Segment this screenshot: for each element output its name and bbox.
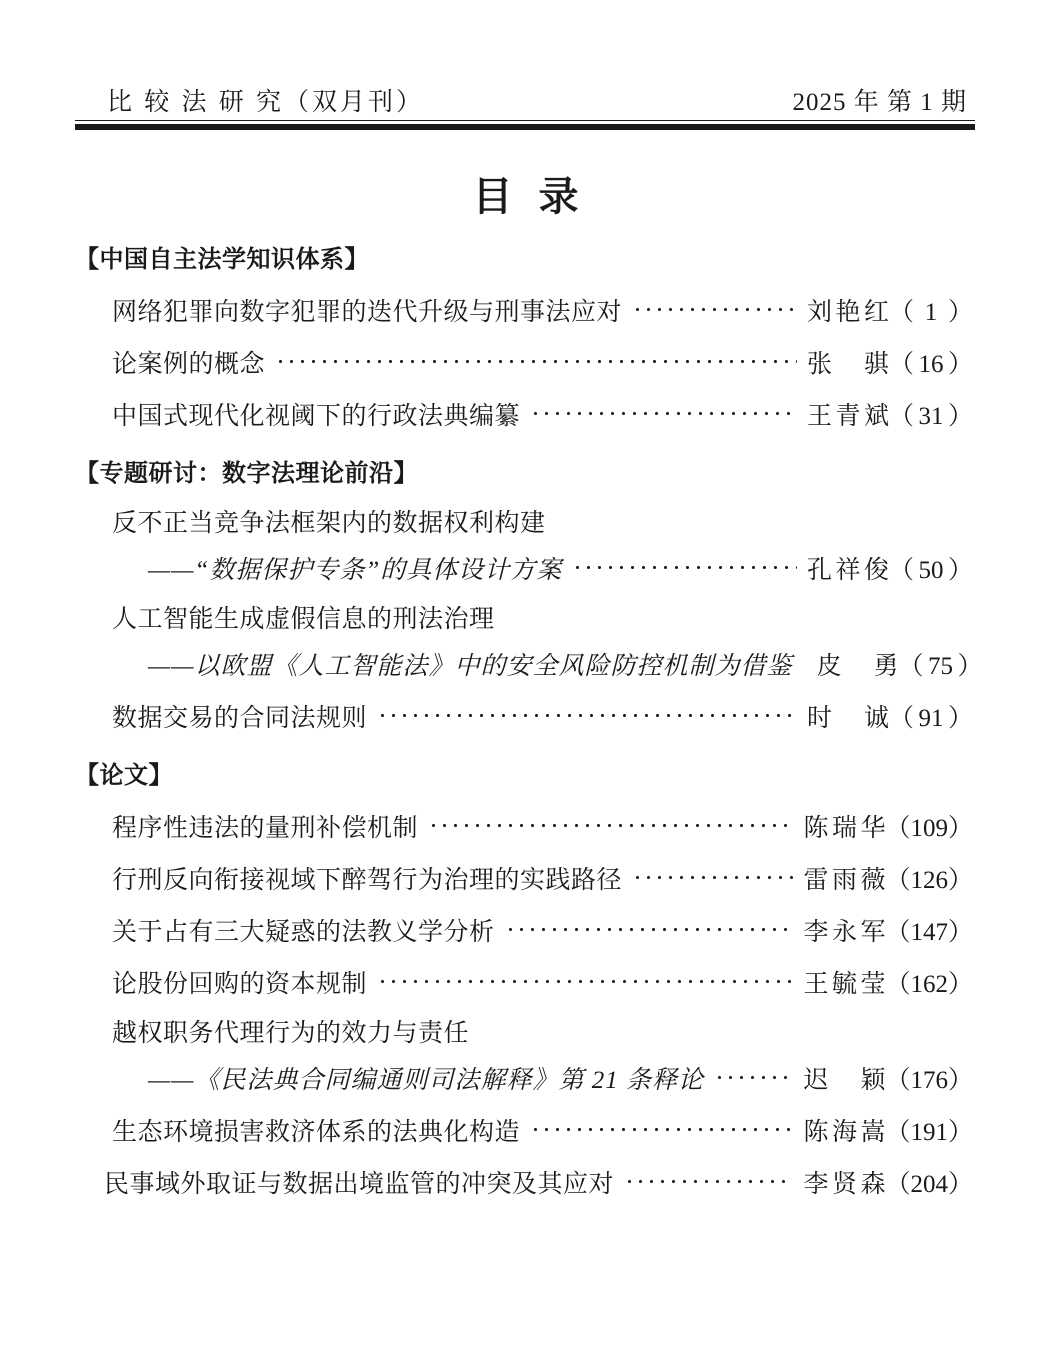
toc-entry[interactable] <box>148 648 983 683</box>
entry-tail <box>803 1117 973 1149</box>
entry-title: 民事域外取证与数据出境监管的冲突及其应对 <box>104 1171 615 1198</box>
entry-title: 中国式现代化视阈下的行政法典编纂 <box>112 403 521 430</box>
section-spacer <box>0 433 1051 457</box>
entry-title: 程序性违法的量刑补偿机制 <box>112 815 419 842</box>
table-of-contents <box>0 243 1051 1201</box>
entry-author: 皮 勇 <box>816 653 899 680</box>
entry-tail <box>807 401 973 433</box>
page-number-value: 91 <box>918 705 944 732</box>
dot-leader <box>509 914 794 940</box>
dot-leader <box>534 398 797 424</box>
entry-author: 陈瑞华 <box>803 815 886 842</box>
toc-entry[interactable] <box>112 398 973 433</box>
entry-spacer <box>0 1050 1051 1062</box>
toc-entry[interactable] <box>148 1062 973 1097</box>
entry-title: ——“数据保护专条”的具体设计方案 <box>148 557 563 584</box>
entry-title: 关于占有三大疑惑的法教义学分析 <box>112 919 495 946</box>
page-number-value: 176 <box>910 1067 948 1094</box>
entry-tail <box>803 1065 973 1097</box>
entry-spacer <box>0 897 1051 914</box>
toc-entry[interactable] <box>104 1166 973 1201</box>
entry-page-number: （109） <box>885 813 973 845</box>
entry-tail <box>803 813 973 845</box>
entry-tail <box>803 917 973 949</box>
page-number-value: 147 <box>910 919 948 946</box>
entry-author: 孔祥俊 <box>806 557 889 584</box>
entry-title: 反不正当竞争法框架内的数据权利构建 <box>112 510 546 537</box>
dot-leader <box>718 1062 794 1088</box>
entry-page-number: （204） <box>885 1169 973 1201</box>
entry-page-number: （ 91 ） <box>889 703 973 735</box>
dot-leader <box>576 552 797 578</box>
entry-page-number: （162） <box>885 969 973 1001</box>
entry-tail <box>803 1169 973 1201</box>
entry-tail <box>807 555 973 587</box>
page-number-value: 50 <box>918 557 944 584</box>
entry-spacer <box>0 793 1051 810</box>
dot-leader <box>381 700 797 726</box>
entry-spacer <box>0 1149 1051 1166</box>
entry-title: 论股份回购的资本规制 <box>112 971 368 998</box>
entry-tail <box>803 969 973 1001</box>
entry-author: 张 骐 <box>806 351 889 378</box>
page-number-value: 191 <box>910 1119 948 1146</box>
toc-entry[interactable] <box>112 346 973 381</box>
toc-entry[interactable] <box>112 508 973 540</box>
entry-page-number: （ 75 ） <box>898 651 982 683</box>
entry-page-number: （126） <box>885 865 973 897</box>
page-number-value: 109 <box>910 815 948 842</box>
entry-title: 数据交易的合同法规则 <box>112 705 368 732</box>
header-rule-thin <box>75 120 975 121</box>
page-number-value: 1 <box>924 299 938 326</box>
dot-leader <box>279 346 797 372</box>
page-number-value: 126 <box>910 867 948 894</box>
entry-page-number: （147） <box>885 917 973 949</box>
section-spacer <box>0 735 1051 759</box>
entry-author: 时 诚 <box>806 705 889 732</box>
dot-leader <box>636 294 797 320</box>
entry-tail <box>816 651 982 683</box>
entry-spacer <box>0 540 1051 552</box>
page-title: 目录 <box>472 175 605 219</box>
entry-spacer <box>0 587 1051 604</box>
entry-author: 刘艳红 <box>806 299 889 326</box>
dot-leader <box>534 1114 793 1140</box>
entry-page-number: （ 50 ） <box>889 555 973 587</box>
journal-name: 比 较 法 研 究（双月刊） <box>107 89 425 116</box>
entry-spacer <box>0 636 1051 648</box>
header-rule-thick <box>75 124 975 130</box>
page-number-value: 16 <box>918 351 944 378</box>
entry-author: 李贤森 <box>803 1171 886 1198</box>
entry-title: 网络犯罪向数字犯罪的迭代升级与刑事法应对 <box>112 299 623 326</box>
running-head <box>75 82 975 122</box>
section-heading: 【中国自主法学知识体系】 <box>75 246 369 273</box>
entry-page-number: （191） <box>885 1117 973 1149</box>
page-number-value: 75 <box>927 653 953 680</box>
toc-entry[interactable] <box>112 810 973 845</box>
page-number-value: 31 <box>918 403 944 430</box>
toc-entry[interactable] <box>112 700 973 735</box>
entry-tail <box>807 703 973 735</box>
entry-title: ——《民法典合同编通则司法解释》第 21 条释论 <box>148 1067 704 1094</box>
toc-entry[interactable] <box>112 914 973 949</box>
entry-spacer <box>0 329 1051 346</box>
entry-page-number: （ 16 ） <box>889 349 973 381</box>
entry-spacer <box>0 1001 1051 1018</box>
entry-spacer <box>0 277 1051 294</box>
entry-tail <box>807 297 973 329</box>
entry-tail <box>807 349 973 381</box>
entry-spacer <box>0 949 1051 966</box>
page-number-value: 162 <box>910 971 948 998</box>
entry-title: 越权职务代理行为的效力与责任 <box>112 1020 470 1047</box>
entry-page-number: （ 1 ） <box>889 297 973 329</box>
entry-tail <box>803 865 973 897</box>
entry-title: 行刑反向衔接视域下醉驾行为治理的实践路径 <box>112 867 623 894</box>
entry-author: 雷雨薇 <box>803 867 886 894</box>
entry-spacer <box>0 491 1051 508</box>
entry-title: 人工智能生成虚假信息的刑法治理 <box>112 606 495 633</box>
dot-leader <box>636 862 793 888</box>
toc-entry[interactable] <box>112 862 973 897</box>
toc-entry[interactable] <box>112 604 973 636</box>
entry-page-number: （ 31 ） <box>889 401 973 433</box>
entry-spacer <box>0 1097 1051 1114</box>
page-number-value: 204 <box>910 1171 948 1198</box>
entry-title: 论案例的概念 <box>112 351 266 378</box>
dot-leader <box>432 810 793 836</box>
entry-spacer <box>0 845 1051 862</box>
entry-author: 陈海嵩 <box>803 1119 886 1146</box>
dot-leader <box>628 1166 793 1192</box>
toc-entry[interactable] <box>112 1114 973 1149</box>
entry-spacer <box>0 381 1051 398</box>
entry-page-number: （176） <box>885 1065 973 1097</box>
toc-entry[interactable] <box>148 552 973 587</box>
section-heading: 【专题研讨：数字法理论前沿】 <box>75 460 418 487</box>
entry-spacer <box>0 683 1051 700</box>
issue-label: 2025 年 第 1 期 <box>792 89 967 116</box>
section-heading: 【论文】 <box>75 762 173 789</box>
entry-author: 王青斌 <box>806 403 889 430</box>
toc-entry[interactable] <box>112 966 973 1001</box>
toc-entry[interactable] <box>112 1018 973 1050</box>
entry-title: ——以欧盟《人工智能法》中的安全风险防控机制为借鉴 <box>148 653 793 680</box>
entry-author: 李永军 <box>803 919 886 946</box>
entry-author: 迟 颖 <box>803 1067 886 1094</box>
toc-entry[interactable] <box>112 294 973 329</box>
dot-leader <box>381 966 793 992</box>
entry-author: 王毓莹 <box>803 971 886 998</box>
entry-title: 生态环境损害救济体系的法典化构造 <box>112 1119 521 1146</box>
